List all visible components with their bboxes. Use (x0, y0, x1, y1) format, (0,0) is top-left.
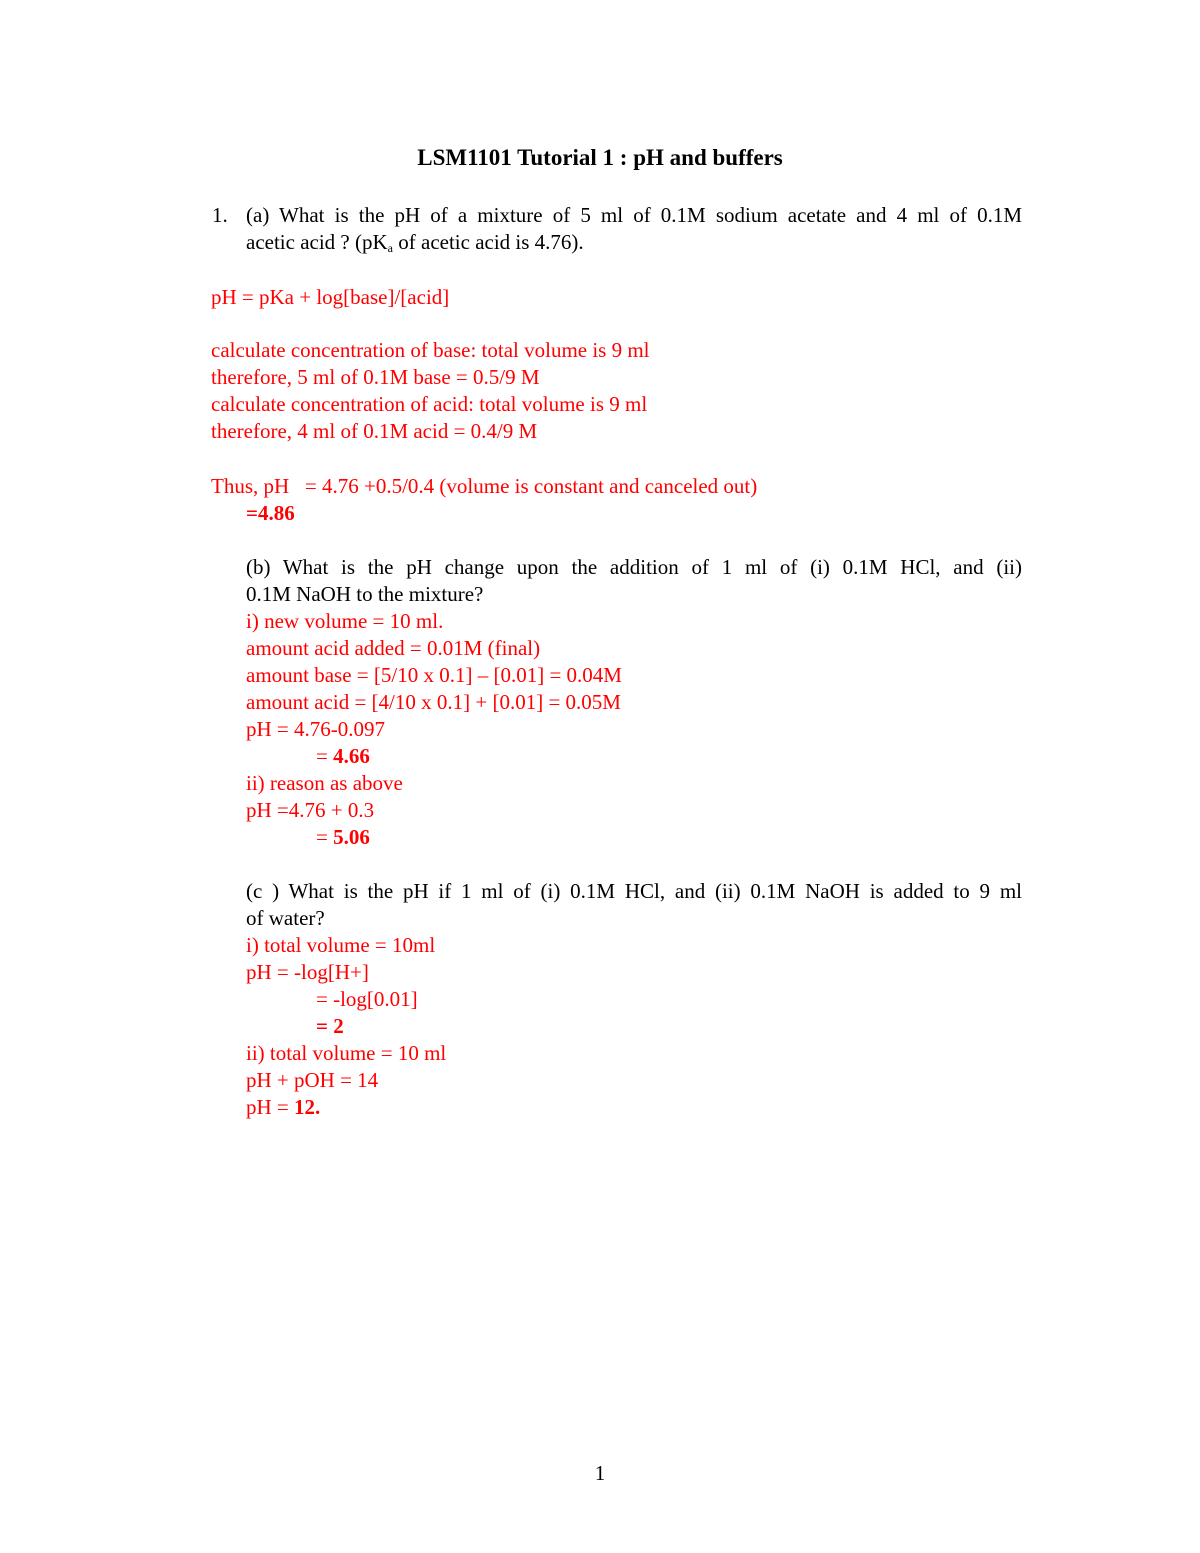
pka-subscript: a (387, 241, 393, 255)
c-ph-poh-line: pH + pOH = 14 (246, 1068, 379, 1092)
c-answer-ii-pre: pH = (246, 1095, 295, 1119)
page-number: 1 (594, 1461, 606, 1485)
therefore-base-line: therefore, 5 ml of 0.1M base = 0.5/9 M (211, 365, 540, 389)
b-answer-ii-eq: = (316, 825, 334, 849)
formula-line: pH = pKa + log[base]/[acid] (211, 285, 450, 309)
b-answer-i-eq: = (316, 744, 334, 768)
b-answer-i-value: 4.66 (333, 744, 370, 768)
calc-base-line: calculate concentration of base: total volume is 9 ml (211, 338, 650, 362)
calc-acid-line: calculate concentration of acid: total volume is 9 ml (211, 392, 648, 416)
b-amount-base-line: amount base = [5/10 x 0.1] – [0.01] = 0.04M (246, 663, 622, 687)
question-a-line1: (a) What is the pH of a mixture of 5 ml of 0.1M sodium acetate and 4 ml of 0.1M (246, 203, 1022, 227)
question-a-line2-pre: acetic acid ? (pK (246, 230, 388, 254)
c-answer-ii-value: 12. (294, 1095, 321, 1119)
b-acid-added-line: amount acid added = 0.01M (final) (246, 636, 541, 660)
question-c-line1: (c ) What is the pH if 1 ml of (i) 0.1M HCl, and (ii) 0.1M NaOH is added to 9 ml (246, 879, 1022, 903)
c-log-value-line: = -log[0.01] (316, 987, 418, 1011)
question-number: 1. (212, 203, 228, 227)
question-a-line2-post: of acetic acid is 4.76). (393, 230, 584, 254)
b-ph-ii-line: pH =4.76 + 0.3 (246, 798, 375, 822)
thus-ph-line: Thus, pH = 4.76 +0.5/0.4 (volume is constant and canceled out) (211, 474, 758, 498)
question-c-line2: of water? (246, 906, 325, 930)
c-total-volume-i-line: i) total volume = 10ml (246, 933, 436, 957)
b-answer-i (316, 743, 370, 769)
question-a-line2 (246, 229, 584, 255)
question-b-line1: (b) What is the pH change upon the addition of 1 ml of (i) 0.1M HCl, and (ii) (246, 555, 1022, 579)
b-ii-reason-line: ii) reason as above (246, 771, 403, 795)
b-answer-ii (316, 824, 370, 850)
answer-a: =4.86 (246, 501, 295, 525)
b-new-volume-line: i) new volume = 10 ml. (246, 609, 444, 633)
page-title: LSM1101 Tutorial 1 : pH and buffers (417, 145, 783, 170)
c-total-volume-ii-line: ii) total volume = 10 ml (246, 1041, 447, 1065)
therefore-acid-line: therefore, 4 ml of 0.1M acid = 0.4/9 M (211, 419, 538, 443)
question-b-line2: 0.1M NaOH to the mixture? (246, 582, 484, 606)
b-amount-acid-line: amount acid = [4/10 x 0.1] + [0.01] = 0.05M (246, 690, 621, 714)
b-ph-i-line: pH = 4.76-0.097 (246, 717, 386, 741)
c-ph-log-line: pH = -log[H+] (246, 960, 369, 984)
c-answer-i: = 2 (316, 1014, 344, 1038)
c-answer-ii (246, 1094, 320, 1120)
b-answer-ii-value: 5.06 (333, 825, 370, 849)
